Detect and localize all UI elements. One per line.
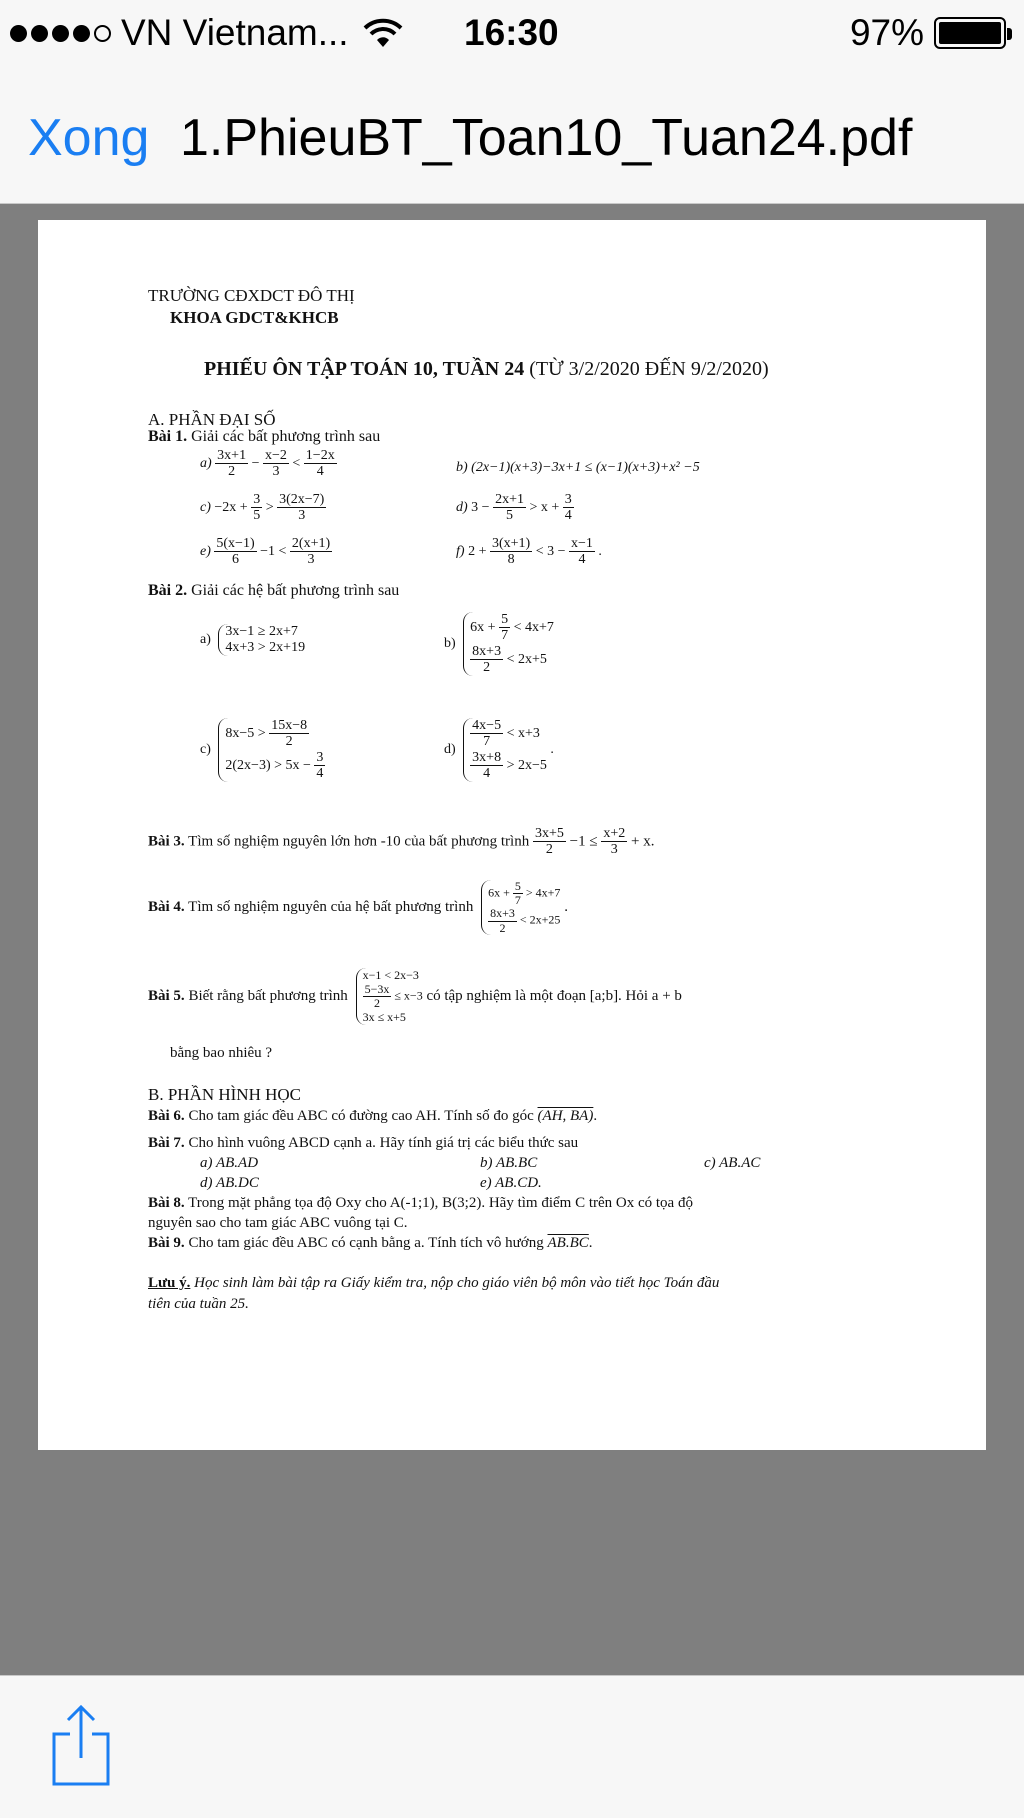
inequality: x−1 < 2x−3 — [362, 968, 419, 982]
operator: −1 ≤ — [569, 833, 598, 850]
pdf-page[interactable] — [38, 220, 986, 1450]
expression: 6x + — [470, 620, 496, 636]
expression: < 2x+25 — [519, 912, 561, 927]
bai1-item-c — [200, 492, 326, 524]
bai2-item-d — [444, 718, 554, 782]
expression: −2x + — [214, 500, 248, 516]
fraction — [513, 880, 523, 907]
fraction — [490, 536, 532, 568]
inequality — [225, 718, 325, 750]
expression: > 2x−5 — [506, 757, 547, 773]
bai6 — [148, 1108, 597, 1125]
punctuation: . — [598, 544, 602, 560]
operator: −1 < — [260, 544, 287, 560]
system-brace — [218, 624, 305, 656]
signal-dot — [73, 25, 90, 42]
bai4-text: Tìm số nghiệm nguyên của hệ bất phương trình — [188, 898, 474, 915]
denominator: 7 — [483, 734, 491, 750]
denominator: 2 — [483, 660, 491, 676]
pdf-viewer[interactable] — [0, 205, 1024, 1675]
bai9 — [148, 1235, 593, 1252]
bai1-item-b: b) (2x−1)(x+3)−3x+1 ≤ (x−1)(x+3)+x² −5 — [456, 460, 700, 475]
bai2-text: Giải các hệ bất phương trình sau — [191, 582, 400, 599]
fraction — [470, 644, 503, 676]
inequality — [488, 907, 560, 934]
signal-dot — [52, 25, 69, 42]
signal-dot — [10, 25, 27, 42]
bai3-text: Tìm số nghiệm nguyên lớn hơn -10 của bất phương trình — [188, 833, 530, 850]
denominator: 3 — [307, 552, 315, 568]
expression: 2(2x−3) > 5x − — [225, 757, 311, 773]
bai7-item-e: e) AB.CD. — [480, 1175, 542, 1191]
nav-bar — [0, 66, 1024, 204]
denominator: 7 — [514, 893, 521, 908]
denominator: 4 — [578, 552, 586, 568]
item-label: c) — [200, 500, 211, 516]
fraction — [251, 492, 262, 524]
bai7-item-a: a) AB.AD — [200, 1155, 259, 1171]
numerator: 5−3x — [364, 982, 390, 996]
bai5-label: Bài 5. — [148, 988, 185, 1005]
item-label: e) — [200, 544, 211, 560]
item-label: a) — [200, 632, 211, 648]
battery-icon — [934, 17, 1006, 49]
section-algebra: A. PHẦN ĐẠI SỐ — [148, 410, 276, 429]
operator: > x + — [529, 500, 560, 516]
page-heading — [204, 358, 769, 381]
numerator: x+2 — [603, 826, 626, 841]
punctuation: . — [564, 898, 568, 915]
school-name: TRƯỜNG CĐXDCT ĐÔ THỊ — [148, 286, 355, 305]
denominator: 5 — [253, 508, 261, 524]
item-label: c) — [200, 742, 211, 757]
heading-bold: PHIẾU ÔN TẬP TOÁN 10, TUẦN 24 — [204, 358, 525, 380]
inequality — [470, 644, 554, 676]
system-brace — [463, 612, 554, 676]
bai2-label: Bài 2. — [148, 582, 188, 599]
expression: 3 − — [471, 500, 490, 516]
bai1-item-d — [456, 492, 574, 524]
bai2-item-c — [200, 718, 325, 782]
denominator: 7 — [501, 628, 509, 644]
expression: ≤ x−3 — [394, 988, 423, 1003]
expression: 2 + — [468, 544, 487, 560]
faculty-name: KHOA GDCT&KHCB — [170, 308, 339, 327]
system-brace — [356, 968, 423, 1025]
fraction — [569, 536, 595, 568]
denominator: 8 — [507, 552, 515, 568]
vector-product: AB.BC — [547, 1235, 589, 1251]
numerator: 3 — [253, 492, 261, 507]
bai7 — [148, 1135, 578, 1152]
bai4-label: Bài 4. — [148, 898, 185, 915]
bai4 — [148, 880, 568, 935]
bai7-item-b: b) AB.BC — [480, 1155, 538, 1171]
battery-percent: 97% — [849, 12, 924, 53]
inequality — [488, 880, 560, 907]
numerator: 3 — [316, 749, 324, 765]
system-brace — [463, 718, 547, 782]
denominator: 2 — [373, 996, 380, 1011]
operator: < 3 − — [535, 544, 566, 560]
denominator: 4 — [483, 766, 491, 782]
document-title: 1.PhieuBT_Toan10_Tuan24.pdf — [180, 109, 913, 167]
bai7-text: Cho hình vuông ABCD cạnh a. Hãy tính giá trị các biểu thức sau — [188, 1135, 579, 1151]
system-brace — [481, 880, 560, 935]
denominator: 3 — [272, 464, 280, 480]
carrier-name: VN Vietnam... — [121, 12, 349, 53]
numerator: 2x+1 — [495, 492, 524, 507]
numerator: 3x+1 — [217, 448, 247, 463]
inequality — [363, 983, 423, 1010]
signal-icon — [10, 25, 111, 42]
bai1-item-a — [200, 448, 337, 480]
punctuation: . — [550, 742, 554, 757]
operator: > — [265, 500, 274, 516]
system-brace — [218, 718, 325, 782]
numerator: 3(x+1) — [491, 536, 531, 551]
inequality: 3x−1 ≥ 2x+7 — [225, 624, 298, 639]
fraction — [304, 448, 337, 480]
bai2 — [148, 582, 399, 600]
carrier-group — [10, 12, 403, 54]
punctuation: . — [593, 1108, 598, 1124]
fraction — [470, 718, 503, 750]
numerator: 3(2x−7) — [279, 492, 325, 507]
fraction — [269, 718, 309, 750]
denominator: 2 — [228, 464, 236, 480]
numerator: 15x−8 — [271, 718, 308, 733]
numerator: 1−2x — [305, 448, 335, 463]
denominator: 3 — [298, 508, 306, 524]
operator: < — [292, 456, 301, 472]
bai5-text: Biết rằng bất phương trình — [188, 988, 348, 1005]
numerator: 5 — [501, 612, 509, 627]
bai1-item-e — [200, 536, 332, 568]
signal-dot — [94, 25, 111, 42]
numerator: x−1 — [571, 536, 593, 551]
denominator: 2 — [285, 734, 293, 750]
denominator: 5 — [506, 508, 514, 524]
numerator: 8x+3 — [472, 643, 502, 659]
inequality — [470, 750, 547, 782]
note — [148, 1275, 719, 1292]
bai3 — [148, 826, 654, 858]
numerator: 3 — [564, 492, 572, 507]
numerator: 3x+5 — [534, 826, 564, 841]
bai8-label: Bài 8. — [148, 1195, 185, 1211]
numerator: 8x+3 — [490, 906, 515, 921]
signal-dot — [31, 25, 48, 42]
fraction — [488, 907, 517, 934]
item-label: d) — [444, 742, 456, 757]
bai9-label: Bài 9. — [148, 1235, 185, 1251]
bai1-text: Giải các bất phương trình sau — [191, 428, 381, 445]
fraction — [314, 750, 325, 782]
item-label: f) — [456, 544, 465, 560]
numerator: 5 — [514, 879, 521, 893]
expression: > 4x+7 — [525, 885, 561, 900]
denominator: 4 — [316, 766, 324, 782]
bai8 — [148, 1195, 693, 1212]
bai1 — [148, 428, 380, 446]
fraction — [499, 612, 510, 644]
section-geometry: B. PHẦN HÌNH HỌC — [148, 1085, 302, 1104]
bai7-item-d: d) AB.DC — [200, 1175, 259, 1191]
share-icon[interactable] — [50, 1704, 112, 1788]
bai6-label: Bài 6. — [148, 1108, 185, 1124]
numerator: 3x+8 — [472, 749, 502, 765]
denominator: 6 — [232, 552, 239, 568]
expression: + x. — [630, 833, 655, 850]
heading-dates: (TỪ 3/2/2020 ĐẾN 9/2/2020) — [529, 358, 769, 380]
expression: 8x−5 > — [225, 726, 266, 742]
bai5 — [148, 968, 682, 1025]
bai2-item-a — [200, 624, 305, 656]
fraction — [277, 492, 326, 524]
bai9-text: Cho tam giác đều ABC có cạnh bằng a. Tính tích vô hướng — [188, 1235, 544, 1251]
note-text: Học sinh làm bài tập ra Giấy kiểm tra, nộp cho giáo viên bộ môn vào tiết học Toán đầu — [194, 1275, 720, 1291]
bai7-item-c: c) AB.AC — [704, 1155, 761, 1171]
bai1-item-f — [456, 536, 602, 568]
bai3-label: Bài 3. — [148, 833, 185, 850]
note-line2: tiên của tuần 25. — [148, 1296, 249, 1312]
inequality — [470, 718, 547, 750]
expression: < 2x+5 — [506, 651, 547, 667]
punctuation: . — [588, 1235, 593, 1251]
bai2-item-b — [444, 612, 554, 676]
expression: < 4x+7 — [513, 620, 554, 636]
bai8-text: Trong mặt phẳng tọa độ Oxy cho A(-1;1), B(3;2). Hãy tìm điểm C trên Ox có tọa độ — [188, 1195, 693, 1211]
denominator: 4 — [564, 508, 572, 524]
bai7-label: Bài 7. — [148, 1135, 185, 1151]
item-label: b) — [444, 636, 456, 651]
battery-group — [850, 12, 1006, 54]
item-label: a) — [200, 456, 212, 472]
numerator: 4x−5 — [472, 718, 502, 733]
bai8-line2: nguyên sao cho tam giác ABC vuông tại C. — [148, 1215, 408, 1231]
numerator: x−2 — [264, 448, 287, 463]
clock: 16:30 — [464, 12, 559, 53]
bai5-question: có tập nghiệm là một đoạn [a;b]. Hỏi a + b — [426, 988, 682, 1005]
vector-angle: (AH, BA) — [537, 1108, 594, 1124]
denominator: 3 — [610, 842, 618, 858]
fraction — [470, 750, 503, 782]
bai6-text: Cho tam giác đều ABC có đường cao AH. Tính số đo góc — [188, 1108, 534, 1124]
operator: − — [251, 456, 260, 472]
fraction — [563, 492, 574, 524]
wifi-icon — [363, 17, 403, 49]
bai5-line2: bằng bao nhiêu ? — [170, 1045, 273, 1061]
expression: 6x + — [488, 885, 510, 900]
bottom-toolbar — [0, 1675, 1024, 1818]
fraction — [263, 448, 289, 480]
inequality — [225, 750, 325, 782]
denominator: 2 — [499, 920, 506, 935]
fraction — [533, 826, 566, 858]
fraction — [215, 448, 248, 480]
bai1-label: Bài 1. — [148, 428, 188, 445]
inequality: 4x+3 > 2x+19 — [225, 640, 306, 655]
done-button[interactable]: Xong — [28, 109, 150, 167]
denominator: 4 — [316, 464, 324, 480]
numerator: 5(x−1) — [216, 536, 255, 551]
inequality: 3x ≤ x+5 — [362, 1010, 406, 1025]
inequality — [470, 612, 554, 644]
numerator: 2(x+1) — [291, 536, 331, 551]
note-label: Lưu ý. — [148, 1275, 191, 1291]
fraction — [214, 536, 256, 568]
fraction — [493, 492, 526, 524]
status-bar — [0, 0, 1024, 66]
fraction — [601, 826, 627, 858]
denominator: 2 — [545, 842, 553, 858]
fraction — [363, 983, 392, 1010]
expression: < x+3 — [506, 726, 540, 742]
fraction — [290, 536, 332, 568]
item-label: d) — [456, 500, 468, 516]
